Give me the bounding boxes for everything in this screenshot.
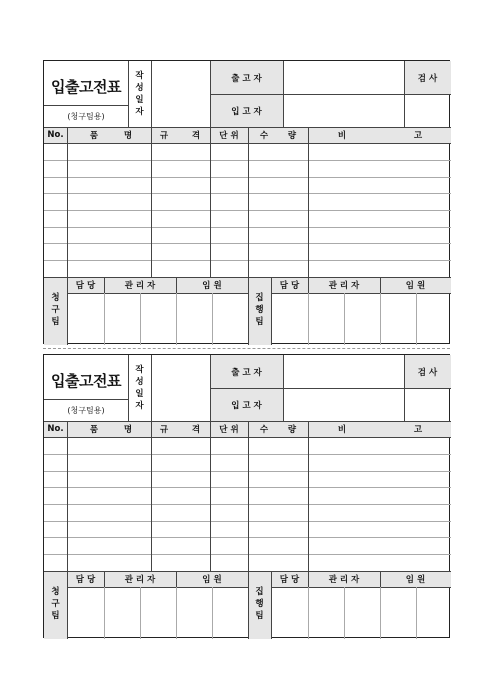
sign-officer-a: 임 원 — [202, 281, 222, 291]
col-qty-b: 량 — [287, 425, 297, 435]
rule-h — [271, 587, 451, 588]
rule-v — [140, 293, 141, 345]
team-b-label-char: 집 — [255, 293, 264, 303]
inspect-label: 검 사 — [417, 367, 438, 378]
rule-h — [67, 293, 248, 294]
form-title: 입출고전표 — [51, 77, 121, 96]
col-name-a: 품 — [89, 131, 99, 141]
sign-charge-b: 담 당 — [279, 575, 300, 585]
col-note-a: 비 — [337, 131, 347, 141]
col-name-b: 명 — [123, 131, 133, 141]
team-b-label-char: 팀 — [255, 611, 264, 621]
issuer-label: 출 고 자 — [231, 367, 262, 378]
sign-officer-a: 임 원 — [202, 575, 222, 585]
date-label-char: 작 — [135, 71, 144, 81]
sign-charge-a: 담 당 — [75, 281, 96, 291]
rule-v — [308, 587, 309, 639]
rule-v — [308, 293, 309, 345]
date-label-char: 작 — [135, 365, 144, 375]
date-label-char: 성 — [135, 83, 144, 93]
date-label-char: 성 — [135, 377, 144, 387]
col-name-a: 품 — [89, 425, 99, 435]
rule-v — [380, 293, 381, 345]
col-spec-a: 규 — [159, 425, 169, 435]
col-qty-a: 수 — [259, 425, 269, 435]
sign-manager-b: 관 리 자 — [328, 575, 360, 585]
sign-manager-a: 관 리 자 — [124, 575, 156, 585]
sign-manager-a: 관 리 자 — [124, 281, 156, 291]
col-spec-a: 규 — [159, 131, 169, 141]
rule-h — [44, 105, 128, 106]
rule-h — [271, 293, 451, 294]
col-qty-a: 수 — [259, 131, 269, 141]
receiver-label: 입 고 자 — [231, 400, 262, 411]
form-subtitle: (청구팀용) — [67, 405, 105, 415]
sign-officer-b: 임 원 — [405, 281, 426, 291]
col-qty-b: 량 — [287, 131, 297, 141]
team-a-label-char: 구 — [51, 305, 60, 315]
team-b-label — [248, 573, 271, 635]
col-note-b: 고 — [413, 131, 423, 141]
date-label-char: 일 — [135, 95, 144, 105]
col-unit: 단 위 — [219, 131, 239, 141]
team-a-label-char: 청 — [51, 293, 60, 303]
col-unit: 단 위 — [219, 425, 239, 435]
team-a-label — [44, 279, 67, 341]
rule-v — [67, 127, 68, 277]
team-b-label-char: 팀 — [255, 317, 264, 327]
form-subtitle: (청구팀용) — [67, 111, 105, 121]
rule-v — [212, 587, 213, 639]
sign-charge-b: 담 당 — [279, 281, 300, 291]
receiver-label: 입 고 자 — [231, 106, 262, 117]
date-label — [128, 65, 151, 123]
sign-manager-b: 관 리 자 — [328, 281, 360, 291]
rule-v — [151, 61, 152, 127]
rule-v — [104, 587, 105, 639]
team-b-label-char: 행 — [255, 305, 264, 315]
col-name-b: 명 — [123, 425, 133, 435]
rule-v — [210, 127, 211, 277]
date-label-char: 자 — [135, 107, 144, 117]
team-b-label — [248, 279, 271, 341]
rule-v — [212, 293, 213, 345]
date-label-char: 일 — [135, 389, 144, 399]
cut-line — [43, 348, 450, 349]
team-a-label-char: 팀 — [51, 317, 60, 327]
rule-v — [140, 587, 141, 639]
voucher-form — [43, 354, 450, 638]
rule-h — [44, 399, 128, 400]
rule-v — [151, 421, 152, 571]
col-spec-b: 격 — [191, 425, 201, 435]
rule-v — [176, 293, 177, 345]
rule-v — [308, 127, 309, 277]
rule-v — [344, 587, 345, 639]
col-note-a: 비 — [337, 425, 347, 435]
rule-v — [151, 355, 152, 421]
col-no: No. — [47, 130, 64, 140]
team-a-label — [44, 573, 67, 635]
team-a-label-char: 팀 — [51, 611, 60, 621]
sign-officer-b: 임 원 — [405, 575, 426, 585]
rule-v — [210, 421, 211, 571]
col-note-b: 고 — [413, 425, 423, 435]
issuer-label: 출 고 자 — [231, 73, 262, 84]
team-b-label-char: 집 — [255, 587, 264, 597]
rule-v — [248, 421, 249, 571]
col-no: No. — [47, 424, 64, 434]
date-label-char: 자 — [135, 401, 144, 411]
rule-v — [380, 587, 381, 639]
rule-h — [67, 587, 248, 588]
voucher-form — [43, 60, 450, 344]
team-a-label-char: 구 — [51, 599, 60, 609]
date-label — [128, 359, 151, 417]
sign-charge-a: 담 당 — [75, 575, 96, 585]
rule-v — [176, 587, 177, 639]
inspect-label: 검 사 — [417, 73, 438, 84]
rule-v — [104, 293, 105, 345]
col-spec-b: 격 — [191, 131, 201, 141]
team-a-label-char: 청 — [51, 587, 60, 597]
rule-v — [416, 293, 417, 345]
rule-v — [67, 421, 68, 571]
rule-v — [308, 421, 309, 571]
rule-v — [416, 587, 417, 639]
rule-v — [344, 293, 345, 345]
rule-v — [248, 127, 249, 277]
form-title: 입출고전표 — [51, 371, 121, 390]
team-b-label-char: 행 — [255, 599, 264, 609]
rule-v — [151, 127, 152, 277]
